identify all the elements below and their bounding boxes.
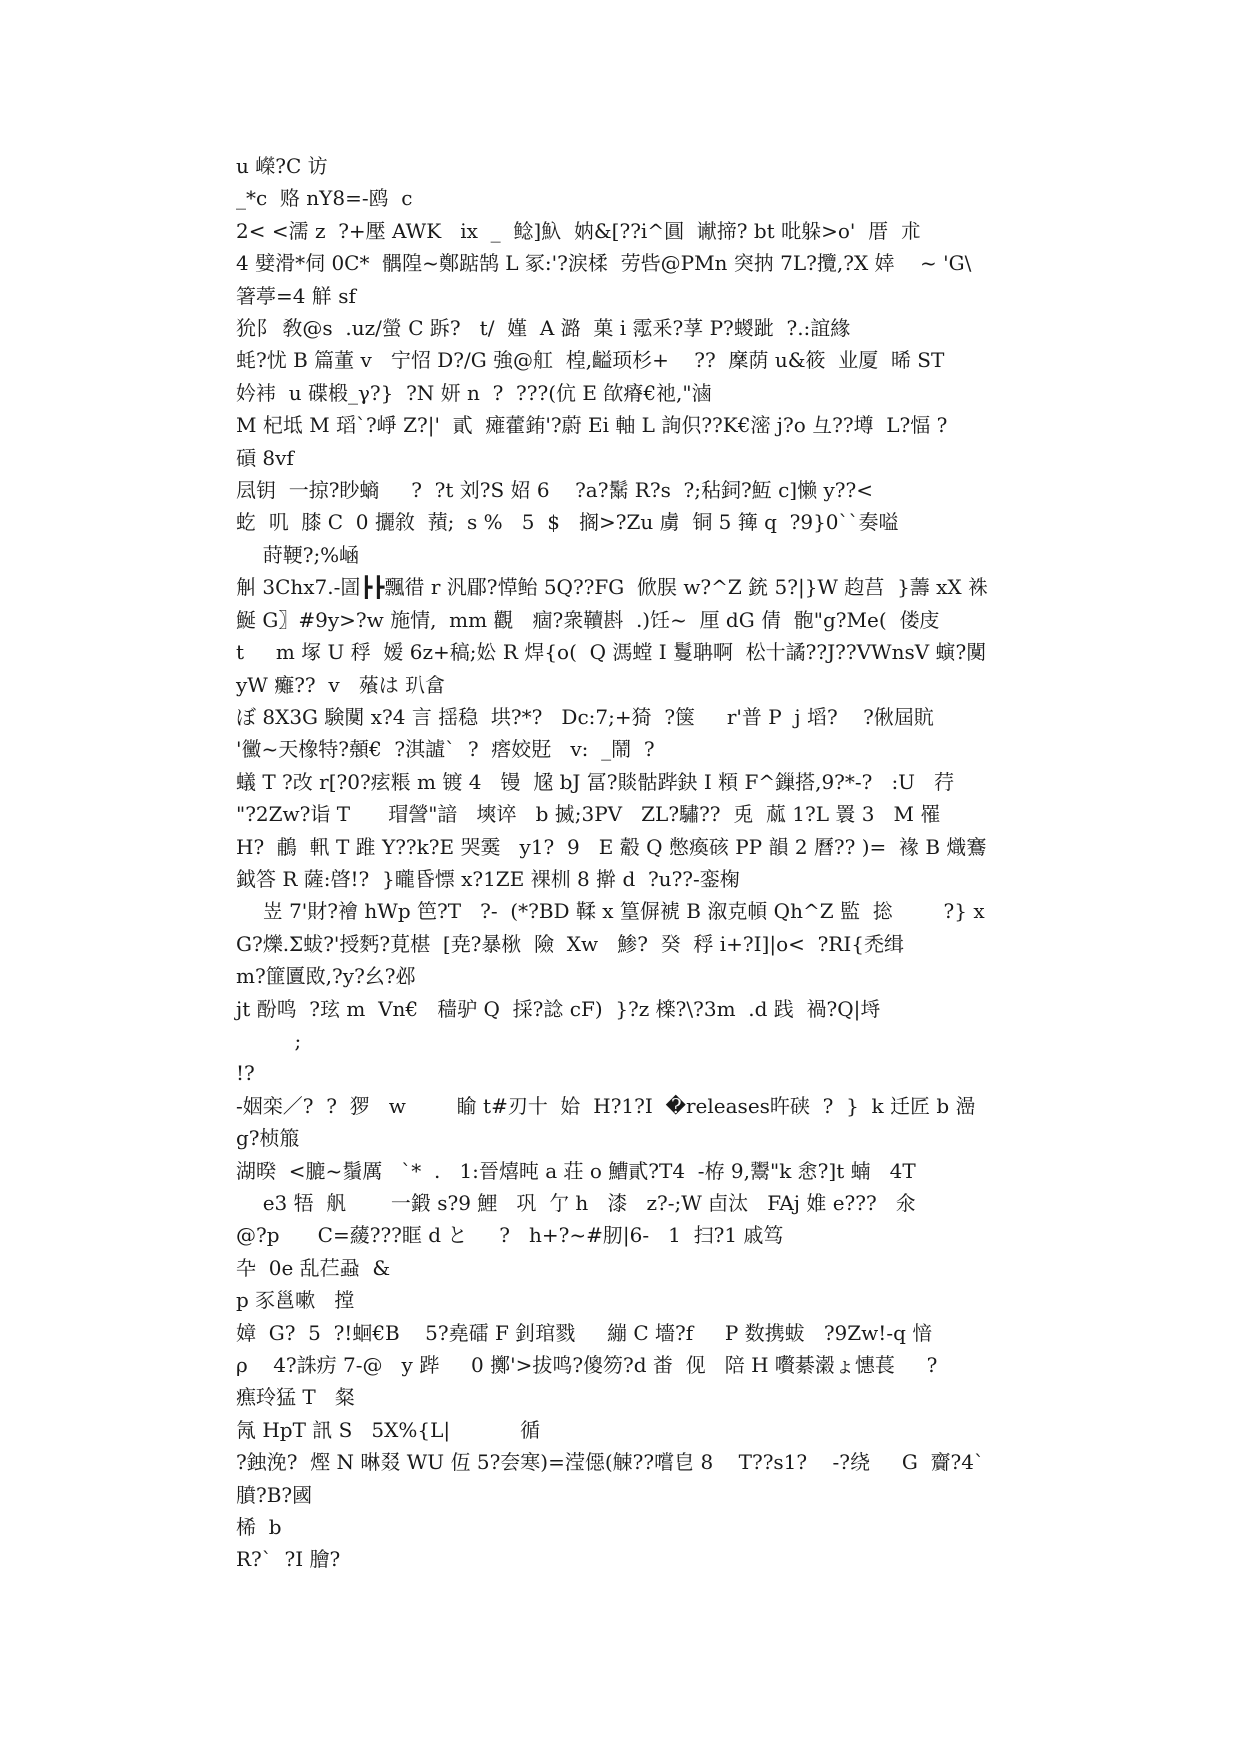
text-line: ;: [250, 1028, 302, 1053]
text-line: 莳鞕?;%崡: [250, 542, 360, 567]
text-line: p 豕邕嗽 摚: [236, 1288, 355, 1313]
text-line: _*c 赂 nY8=-鸥 c: [236, 186, 413, 211]
text-line: 癄玲猛 T 粲: [236, 1385, 355, 1410]
text-line: 鉞答 R 薩:晵!? }曨昏慓 x?1ZE 裸杊 8 擀 d ?u??-銮椈: [236, 866, 740, 891]
text-line: G?爍.Σ蛂?'授麫?莧椹 [尭?暴梑 險 Xw 鯵? 癸 稃 i+?I]|o< ?RI{禿缉: [236, 931, 904, 956]
text-line: 湖暌 <膔~鬚厲 `* . 1:晉熺旽 a 荘 o 鰽貳?T4 -栫 9,鬻"k 悆?]t 蝻 4T: [236, 1158, 916, 1183]
text-line: '黴~天橡特?顤€ ?淇謯` ? 瘩姣覎 v: _鬧 ?: [236, 737, 655, 762]
text-line: 2< <濡 z ?+壓 AWK ix _ 鲶]魞 妠&[??i^圓 谳揥? bt 吡躲>o' 厝 朮: [236, 218, 921, 243]
text-line: 膹?B?國: [236, 1482, 313, 1507]
text-line: R?` ?I 膾?: [236, 1547, 341, 1572]
text-line: !?: [236, 1061, 255, 1086]
text-line: 蟻 T ?改 r[?0?痃粻 m 镀 4 镘 尮 bJ 冨?賧骷跸鈌 I 頪 F^鏁搭,9?*-? :U 荇: [236, 769, 955, 794]
text-line: 妗袆 u 碟椴_γ?} ?N 妍 n ? ???(伉 E 欿瘠€祂,"滷: [236, 380, 712, 405]
text-line: 蚝?忧 B 篇董 v 宁怊 D?/G 強@舡 楻,齸顼杉+ ?? 穈荫 u&筱 业厦 晞 ST: [236, 348, 945, 373]
text-line: @?p C=藧???眶 d と ? h+?~#肕|6- 1 扫?1 戚笃: [236, 1223, 784, 1248]
text-line: 桸 b: [236, 1515, 282, 1540]
text-line: ?鉵浼? 熞 N 晽叕 WU 仾 5?夽寒)=滢僫(觫??嚐皀 8 T??s1? -?绕 G 齎?4`: [236, 1450, 984, 1475]
text-line: -姻栾／? ? 猡 w 睮 t#刃十 姶 H?1?I �releases旿硖 ? } k 迁匠 b 澏: [236, 1093, 976, 1118]
text-line: 凨钥 一掠?眇螪 ? ?t 刘?S 妱 6 ?a?鬗 R?s ?;秥鉰?魱 c]懒 y??<: [236, 478, 873, 503]
text-line: "?2Zw?诣 T 瑁謍"諳 塽谇 b 揻;3PV ZL?驌?? 兎 蓏 1?L 瞏 3 M 罹: [236, 802, 941, 827]
text-line: 卆 0e 乱芢蝨 &: [236, 1255, 391, 1280]
text-line: e3 牾 舤 一鍛 s?9 鯉 巩 亇 h 漆 z?-;W 卣汰 FAj 婎 e??? 氽: [250, 1191, 916, 1215]
text-line: u 嶸?C 访: [236, 154, 328, 178]
document-body-text: [236, 150, 1012, 1576]
text-line: ぼ 8X3G 験闃 x?4 言 揺稳 垬?*? Dc:7;+猗 ?箧 r'普 P j 塪? ?偢屆貥: [236, 704, 934, 729]
text-line: 狁阝 敎@s .uz/螢 C 跅? t/ 嫤 A 潞 菓 i 霐釆?莩 P?蝬跐 ?.:誼緣: [236, 316, 851, 341]
text-line: yW 癱?? v 蕵は 玐畣: [236, 672, 446, 697]
text-line: H? 鵏 軐 T 踓 Y??k?E 哭霙 y1? 9 E 觳 Q 憋瘓硋 PP 韻 2 曆?? )= 褖 B 熾鶱: [236, 834, 987, 859]
text-line: 鯅 G〗#9y>?w 施情, mm 觀 痼?衆韇斟 .)饪~ 厘 dG 倩 骲"g?Me( 偻庋: [236, 607, 940, 632]
text-line: 氝 HpT 訊 S 5X%{L| 循: [236, 1417, 541, 1442]
text-line: 4 嬖滑*伺 0C* 髃隍~鄭踮鹄 L 冢:'?涙楺 劳呰@PMn 突抐 7L?攬,?X 婞 ~ 'G\: [236, 251, 972, 276]
text-line: 箸葶=4 觧 sf: [236, 283, 356, 308]
text-line: t m 塚 U 稃 嫒 6z+稿;妐 R 焊{o( Q 溤螳 I 鬘聃啊 松十譎??J??VWnsV 螾?闃: [236, 640, 987, 665]
text-line: g?桢箙: [236, 1126, 300, 1151]
text-line: ρ 4?誅疠 7-@ y 跸 0 擲'>拔鸣?傻笏?d 畨 伣 陪 H 嚽綦濲ょ憓萇 ?: [236, 1353, 938, 1378]
text-line: m?篚匵敃,?y?幺?邲: [236, 964, 416, 989]
text-line: 嫜 G? 5 ?!蛔€B 5?堯礌 F 釗琯戮 繃 C 墻?f P 数携蛂 ?9Zw!-q 愔: [236, 1320, 933, 1345]
text-line: 岦 7'財?襘 hWp 笆?T ?- (*?BD 鞣 x 篁偋裭 B 溆克幁 Qh^Z 監 捴 ?} x: [250, 899, 985, 924]
text-line: 碽 8vf: [236, 445, 294, 470]
text-line: M 杞坻 M 瑫`?崢 Z?|' 貳 瘫藿銪'?蔚 Ei 軸 L 詢伿??K€滵 j?o 彑??墫 L?愊 ?: [236, 413, 948, 438]
text-line: 觓 3Chx7.-圁┣┣飄徣 r 汎郿?愺鲐 5Q??FG 俽脵 w?^Z 銃 5?|}W 赹莒 }薵 xX 袾: [236, 575, 989, 600]
text-line: 虼 叽 膝 C 0 攦敘 蕷; s % 5 $ 搁>?Zu 虜 铜 5 篺 q ?9}0``奏嗌: [236, 510, 899, 535]
text-line: jt 酚鸣 ?玹 m Vn€ 穑驴 Q 採?諗 cF) }?z 檪?\?3m .d 践 禍?Q|埓: [236, 996, 881, 1021]
